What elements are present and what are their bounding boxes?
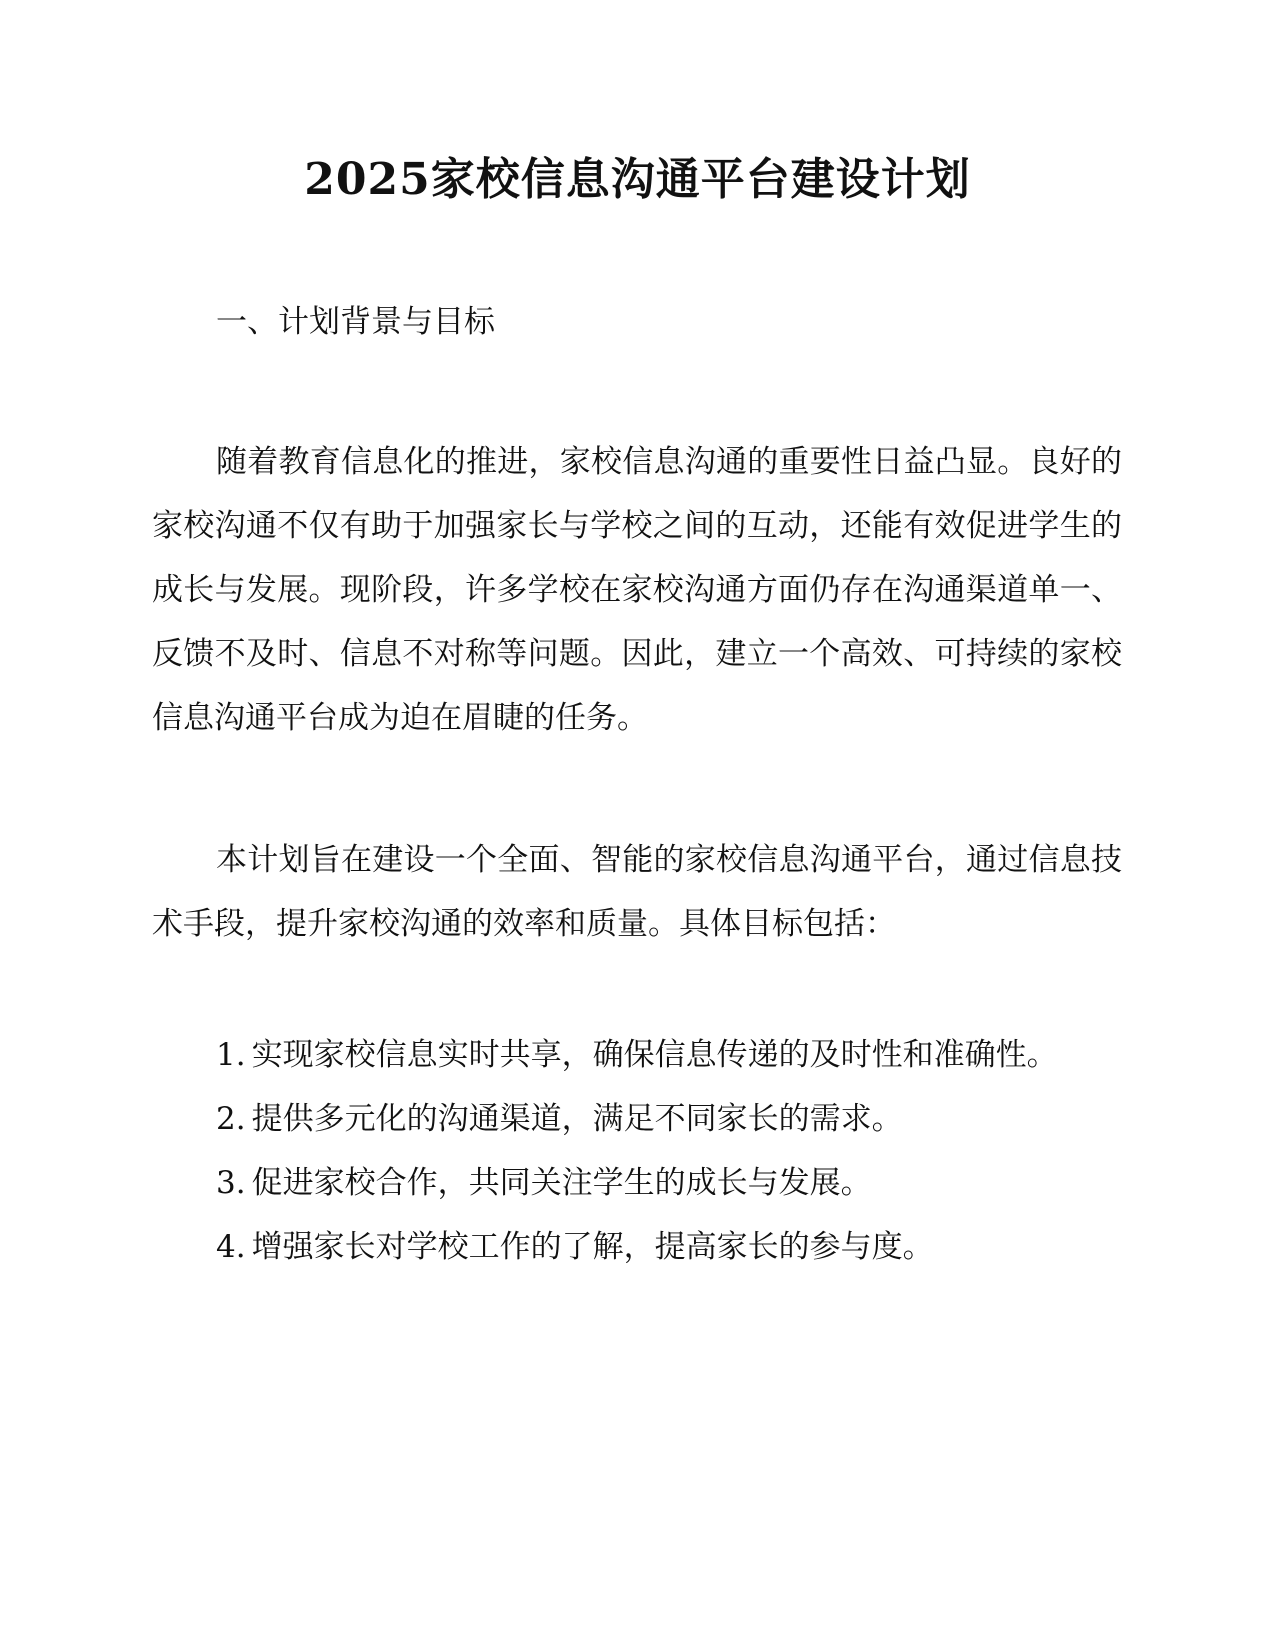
objective-paragraph: 本计划旨在建设一个全面、智能的家校信息沟通平台，通过信息技术手段，提升家校沟通的效率和质量。具体目标包括： <box>152 842 1122 942</box>
background-paragraph: 随着教育信息化的推进，家校信息沟通的重要性日益凸显。良好的家校沟通不仅有助于加强家长与学校之间的互动，还能有效促进学生的成长与发展。现阶段，许多学校在家校沟通方面仍存在沟通渠道单一、反馈不及时、信息不对称等问题。因此，建立一个高效、可持续的家校信息沟通平台成为迫在眉睫的任务。 <box>152 444 1122 736</box>
goal-text: 增强家长对学校工作的了解，提高家长的参与度。 <box>251 1229 934 1265</box>
goal-number: 4. <box>216 1229 246 1265</box>
goal-number: 3. <box>216 1165 246 1201</box>
goal-text: 实现家校信息实时共享，确保信息传递的及时性和准确性。 <box>251 1037 1058 1073</box>
document-title: 2025家校信息沟通平台建设计划 <box>304 154 971 205</box>
section-heading: 一、计划背景与目标 <box>216 304 495 340</box>
goal-item-4 <box>216 1215 1136 1279</box>
goal-item-2 <box>216 1087 1136 1151</box>
goal-text: 提供多元化的沟通渠道，满足不同家长的需求。 <box>251 1101 903 1137</box>
goal-text: 促进家校合作，共同关注学生的成长与发展。 <box>251 1165 872 1201</box>
goal-number: 1. <box>216 1037 246 1073</box>
goal-item-3 <box>216 1151 1136 1215</box>
goal-item-1 <box>216 1023 1136 1087</box>
goal-number: 2. <box>216 1101 246 1137</box>
goal-list <box>216 1023 1136 1279</box>
